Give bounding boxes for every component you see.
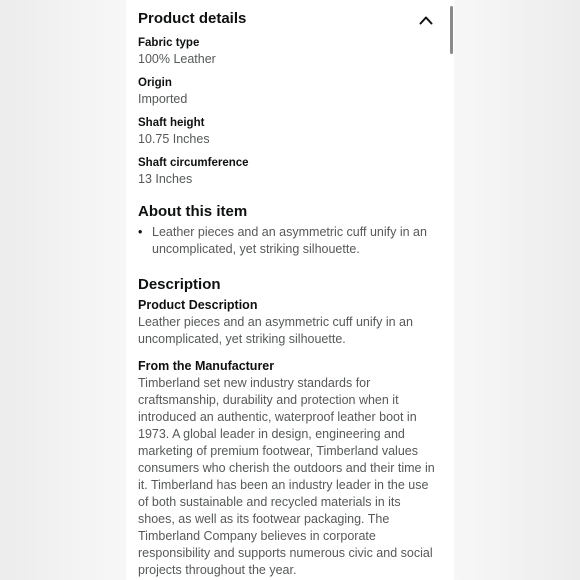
product-description-text: Leather pieces and an asymmetric cuff unify in an uncomplicated, yet striking silhouette. — [138, 315, 413, 346]
about-this-item-title: About this item — [138, 203, 248, 220]
shaft-height-value: 10.75 Inches — [138, 132, 210, 146]
manufacturer-text: Timberland set new industry standards for craftsmanship, durability and protection when it introduced an authentic, waterproof leather boot in 1973. A global leader in design, engineering and marketing of premium footwear, Timberland values consumers who cherish the outdoors and their time in it. Timberland has been an industry leader in the use of both sustainable and recycled materials in its shoes, as well as its footwear packaging. The Timberland Company believes in corporate responsibility and supports numerous civic and social projects throughout the year. — [138, 376, 435, 577]
fabric-type-value: 100% Leather — [138, 52, 216, 66]
chevron-up-icon — [419, 15, 433, 25]
background-right — [454, 0, 580, 580]
shaft-height-label: Shaft height — [138, 117, 205, 129]
manufacturer-heading: From the Manufacturer — [138, 359, 275, 373]
list-item — [138, 224, 438, 258]
origin-value: Imported — [138, 92, 188, 106]
about-bullet-text: Leather pieces and an asymmetric cuff unify in an uncomplicated, yet striking silhouette. — [152, 225, 427, 256]
product-details-title: Product details — [138, 10, 247, 27]
shaft-circumference-value: 13 Inches — [138, 172, 193, 186]
collapse-product-details-button[interactable] — [414, 10, 438, 30]
bullet-icon: • — [138, 225, 143, 239]
scrollbar[interactable] — [450, 6, 453, 54]
about-bullet-list — [138, 224, 438, 258]
fabric-type-label: Fabric type — [138, 37, 200, 49]
shaft-circumference-label: Shaft circumference — [138, 157, 249, 169]
description-title: Description — [138, 276, 221, 293]
origin-label: Origin — [138, 77, 172, 89]
background-left — [0, 0, 126, 580]
product-description-heading: Product Description — [138, 298, 258, 312]
